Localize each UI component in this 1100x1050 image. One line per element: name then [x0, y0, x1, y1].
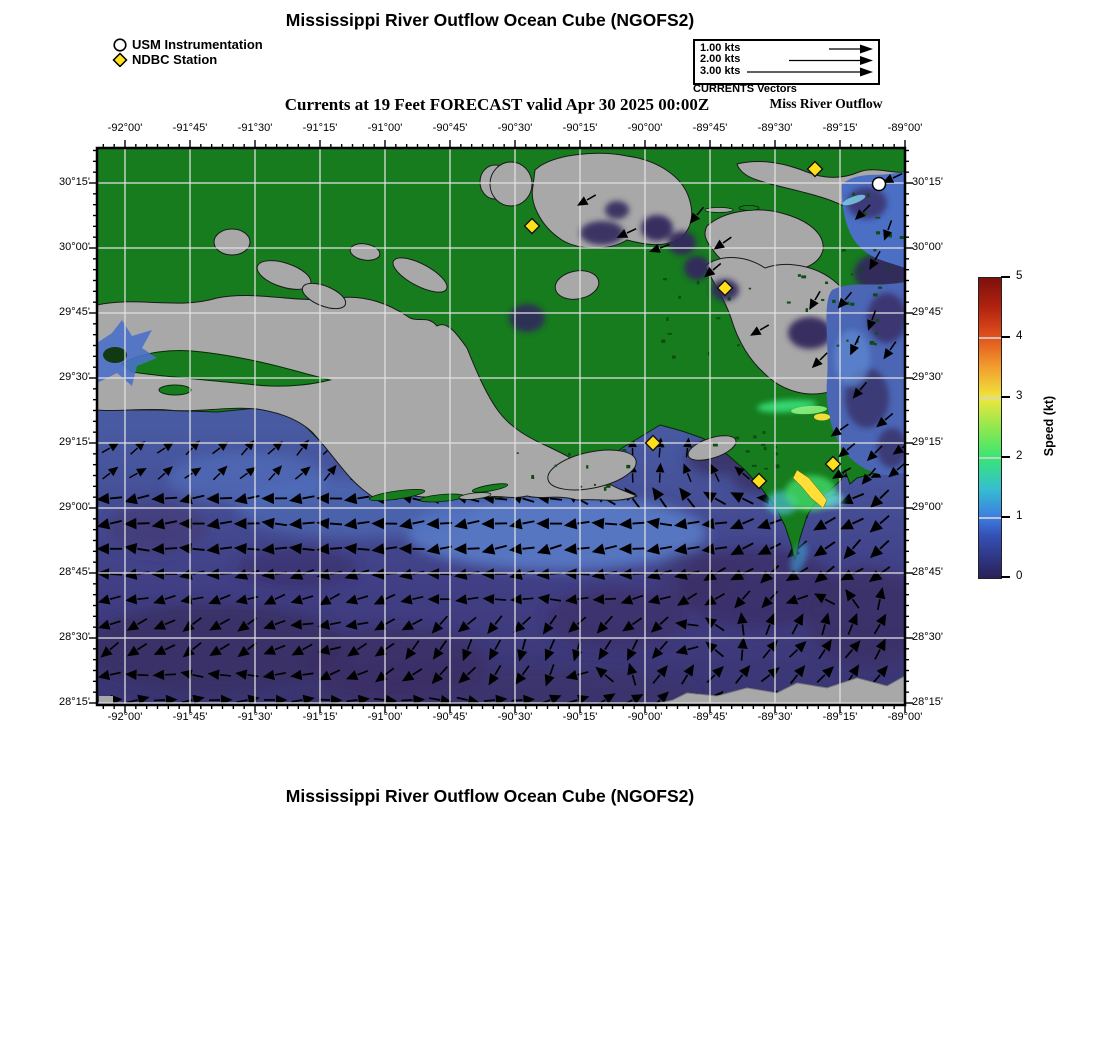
lon-tick-label: -91°45' [172, 122, 208, 134]
speed-colorbar [978, 277, 1002, 579]
lon-tick-label: -90°45' [432, 711, 468, 723]
lat-tick-label: 28°45' [59, 566, 90, 578]
lat-tick-label: 28°15' [912, 696, 943, 708]
colorbar-tick-label: 4 [1016, 330, 1023, 342]
colorbar-tick [1001, 336, 1010, 338]
lon-tick-label: -90°00' [627, 122, 663, 134]
lat-tick-label: 29°45' [59, 306, 90, 318]
vector-scale-label: 2.00 kts [700, 53, 741, 65]
colorbar-title: Speed (kt) [1042, 395, 1056, 457]
station-legend-label: NDBC Station [132, 52, 218, 67]
currents-vector-legend-box [693, 39, 880, 85]
lon-tick-label: -90°15' [562, 122, 598, 134]
lon-tick-label: -89°15' [822, 122, 858, 134]
lon-tick-label: -92°00' [107, 711, 143, 723]
colorbar-tick [1001, 456, 1010, 458]
lon-tick-label: -92°00' [107, 122, 143, 134]
bottom-left-gray [99, 696, 113, 703]
lon-tick-label: -89°30' [757, 711, 793, 723]
lat-tick-label: 28°45' [912, 566, 943, 578]
footer-title: Mississippi River Outflow Ocean Cube (NGOFS2) [285, 786, 695, 806]
lon-tick-label: -89°30' [757, 122, 793, 134]
lon-tick-label: -89°00' [887, 122, 923, 134]
lat-tick-label: 30°15' [59, 176, 90, 188]
left-marsh-dark [103, 347, 127, 363]
station-legend-label: USM Instrumentation [132, 37, 263, 52]
lon-tick-label: -89°15' [822, 711, 858, 723]
station-legend [112, 37, 263, 67]
colorbar-gridline [979, 397, 1001, 399]
lon-tick-label: -89°45' [692, 711, 728, 723]
lat-tick-label: 29°45' [912, 306, 943, 318]
lon-tick-label: -89°00' [887, 711, 923, 723]
usm-circle-icon [112, 37, 128, 52]
colorbar-tick [1001, 276, 1010, 278]
colorbar-tick [1001, 396, 1010, 398]
colorbar-gridline [979, 457, 1001, 459]
lon-tick-label: -90°00' [627, 711, 663, 723]
lon-tick-label: -91°15' [302, 711, 338, 723]
lat-tick-label: 29°15' [912, 436, 943, 448]
map-svg [85, 136, 917, 717]
vector-scale-label: 3.00 kts [700, 64, 741, 77]
vector-scale-label: 1.00 kts [700, 41, 741, 54]
lat-tick-label: 28°30' [59, 631, 90, 643]
ndbc-diamond-icon [112, 52, 128, 67]
station-legend-row-ndbc [112, 52, 263, 67]
forecast-subtitle: Currents at 19 Feet FORECAST valid Apr 30 2025 00:00Z [284, 95, 710, 114]
miss-river-outflow-label: Miss River Outflow [769, 96, 883, 111]
colorbar-tick [1001, 516, 1010, 518]
colorbar-tick-label: 2 [1016, 450, 1023, 462]
lake-maurepas-gray [490, 162, 532, 206]
currents-vectors-caption: CURRENTS Vectors [693, 83, 797, 95]
colorbar-gridline [979, 517, 1001, 519]
lon-tick-label: -91°30' [237, 122, 273, 134]
colorbar-tick [1001, 576, 1010, 578]
lon-tick-label: -91°45' [172, 711, 208, 723]
lat-tick-label: 29°30' [59, 371, 90, 383]
lon-tick-label: -91°00' [367, 711, 403, 723]
lat-tick-label: 30°00' [59, 241, 90, 253]
lat-tick-label: 30°00' [912, 241, 943, 253]
colorbar-tick-label: 1 [1016, 510, 1023, 522]
lat-tick-label: 29°15' [59, 436, 90, 448]
lat-tick-label: 29°00' [912, 501, 943, 513]
lat-tick-label: 28°15' [59, 696, 90, 708]
lon-tick-label: -89°45' [692, 122, 728, 134]
lat-tick-label: 29°00' [59, 501, 90, 513]
lat-tick-label: 28°30' [912, 631, 943, 643]
colorbar-tick-label: 0 [1016, 570, 1023, 582]
colorbar-tick-label: 5 [1016, 270, 1023, 282]
lon-tick-label: -90°15' [562, 711, 598, 723]
page-title: Mississippi River Outflow Ocean Cube (NGOFS2) [285, 10, 695, 30]
colorbar-tick-label: 3 [1016, 390, 1023, 402]
lon-tick-label: -91°30' [237, 711, 273, 723]
lon-tick-label: -90°30' [497, 122, 533, 134]
lon-tick-label: -91°00' [367, 122, 403, 134]
station-legend-row-usm [112, 37, 263, 52]
green-strip-small [159, 385, 191, 395]
colorbar-gridline [979, 337, 1001, 339]
lon-tick-label: -90°30' [497, 711, 533, 723]
lat-tick-label: 29°30' [912, 371, 943, 383]
map-area [85, 136, 917, 717]
usm-station-marker [873, 178, 886, 191]
lat-tick-label: 30°15' [912, 176, 943, 188]
lon-tick-label: -90°45' [432, 122, 468, 134]
lon-tick-label: -91°15' [302, 122, 338, 134]
